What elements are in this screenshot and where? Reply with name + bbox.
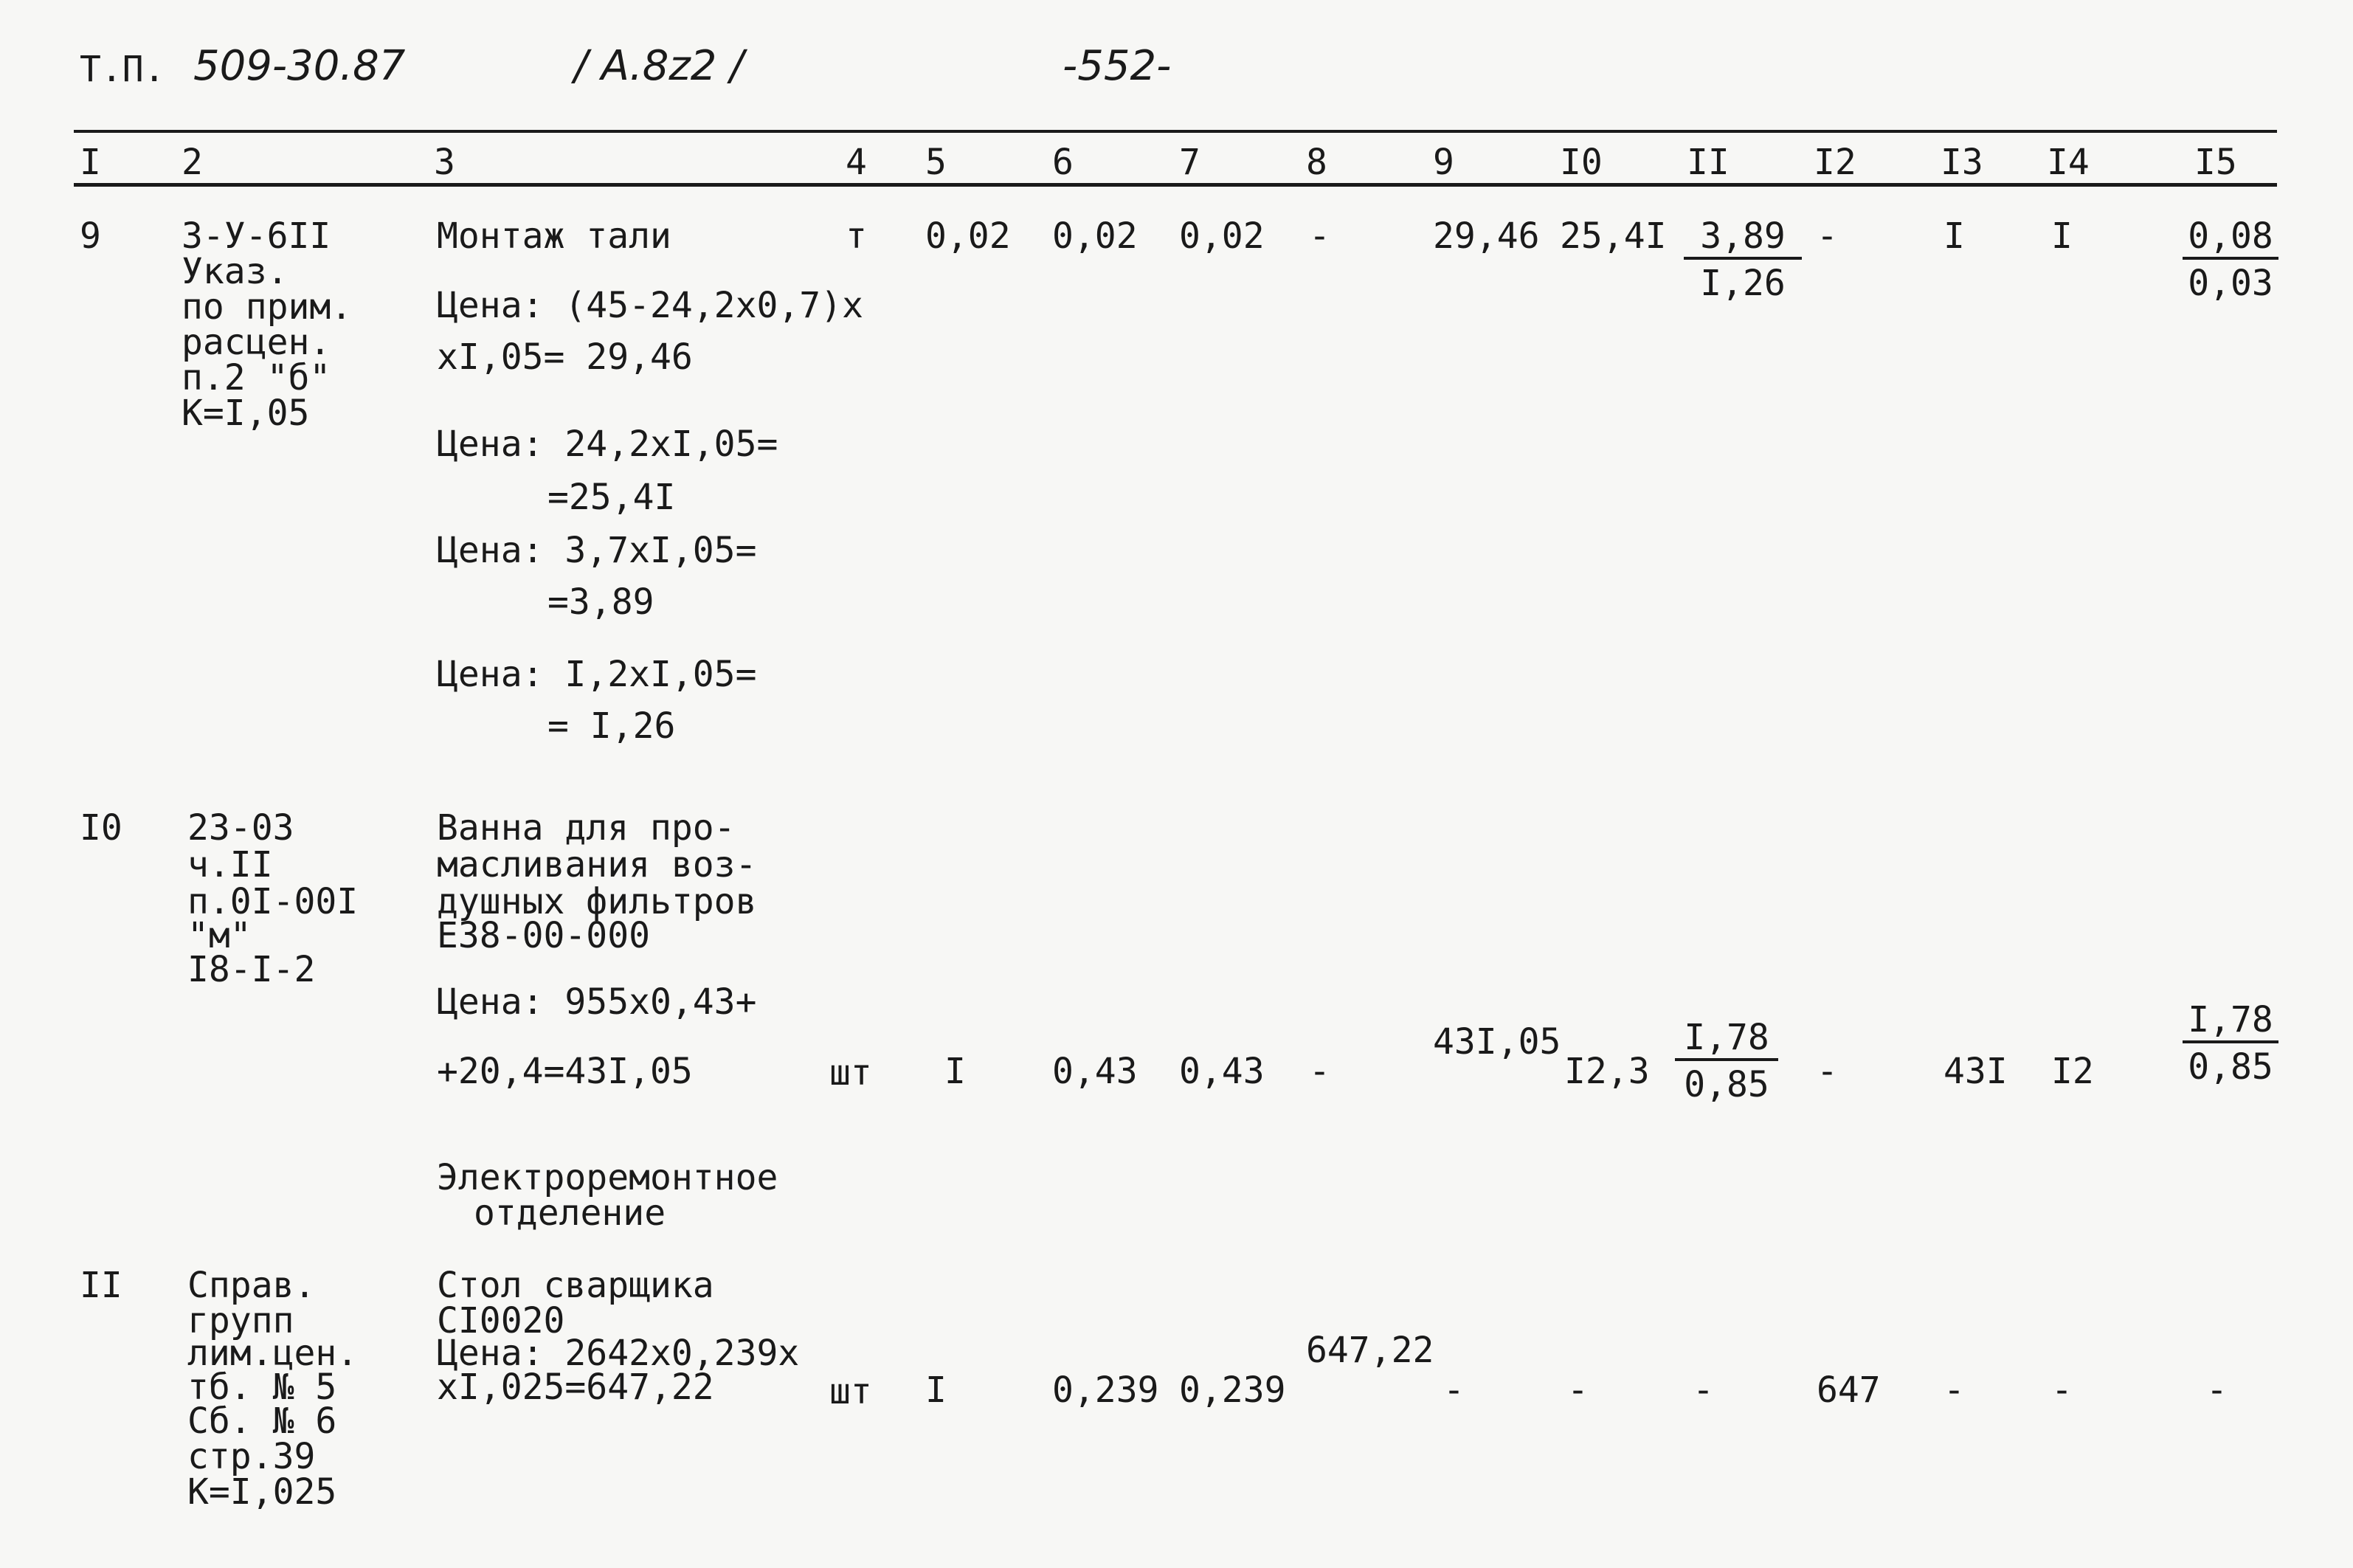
fraction-cell: [1675, 1017, 1778, 1105]
fraction-numerator: I,78: [2183, 1002, 2278, 1043]
row-number: 9: [80, 215, 101, 257]
doc-number: 509-30.87: [193, 42, 406, 90]
description-line: Цена: 2642х0,239х: [437, 1333, 800, 1374]
code-line: Справ.: [187, 1265, 316, 1306]
cell: 647,22: [1306, 1330, 1434, 1371]
fraction-denominator: 0,85: [2188, 1046, 2273, 1088]
price-line: Цена: (45-24,2х0,7)х: [437, 285, 863, 326]
column-header: I: [80, 142, 101, 183]
code-line: расцен.: [182, 322, 331, 363]
cell: I: [1943, 215, 1965, 257]
cell: 647: [1817, 1370, 1881, 1411]
fraction-denominator: 0,03: [2188, 263, 2273, 304]
description-line: СI0020: [437, 1300, 565, 1341]
cell: 0,239: [1179, 1370, 1286, 1411]
code-line: 23-03: [187, 807, 294, 849]
album-reference: / А.8z2 /: [574, 42, 744, 90]
row-number: I0: [80, 807, 122, 849]
fraction-cell: [1684, 215, 1802, 304]
column-header: 4: [846, 142, 867, 183]
cell: -: [1693, 1370, 1714, 1411]
header-bottom-rule: [74, 183, 2277, 187]
price-line: +20,4=43I,05: [437, 1051, 693, 1092]
code-line: К=I,05: [182, 393, 310, 434]
price-line: хI,05= 29,46: [437, 336, 693, 378]
code-line: тб. № 5: [187, 1367, 337, 1408]
cell: 0,43: [1052, 1051, 1138, 1092]
code-line: стр.39: [187, 1436, 316, 1477]
code-line: "м": [187, 915, 252, 956]
price-line: = I,26: [547, 705, 676, 747]
code-line: ч.II: [187, 844, 273, 885]
cell: -: [1309, 1051, 1330, 1092]
column-header: 8: [1306, 142, 1327, 183]
description-line: Стол сварщика: [437, 1265, 714, 1306]
column-header: 3: [434, 142, 455, 183]
code-line: К=I,025: [187, 1471, 337, 1513]
fraction-cell: [2183, 215, 2278, 304]
column-header: 2: [182, 142, 203, 183]
section-title: Электроремонтное: [437, 1157, 778, 1198]
cell: 29,46: [1433, 215, 1540, 257]
code-line: Указ.: [182, 251, 288, 292]
unit-cell: шт: [829, 1371, 872, 1412]
price-line: Цена: 3,7хI,05=: [437, 530, 757, 571]
code-line: п.2 "б": [182, 357, 331, 398]
code-line: лим.цен.: [187, 1333, 359, 1374]
code-line: 3-У-6II: [182, 215, 331, 257]
cell: 0,43: [1179, 1051, 1265, 1092]
fraction-numerator: 3,89: [1684, 218, 1802, 260]
price-line: Цена: I,2хI,05=: [437, 654, 757, 695]
cell: 0,02: [1052, 215, 1138, 257]
doc-prefix: Т.П.: [80, 49, 165, 90]
cell: 0,239: [1052, 1370, 1159, 1411]
column-header: I3: [1941, 142, 1983, 183]
cell: I: [925, 1370, 947, 1411]
cell: 43I: [1943, 1051, 2008, 1092]
description-title: Монтаж тали: [437, 215, 671, 257]
cell: -: [1309, 215, 1330, 257]
cell: 43I,05: [1433, 1021, 1561, 1063]
column-header: 7: [1179, 142, 1200, 183]
cell: I2: [2051, 1051, 2094, 1092]
row-number: II: [80, 1265, 122, 1306]
description-line: хI,025=647,22: [437, 1367, 714, 1408]
unit-cell: т: [846, 215, 867, 257]
fraction-denominator: 0,85: [1684, 1064, 1769, 1105]
cell: -: [1817, 215, 1838, 257]
description-line: Ванна для про-: [437, 807, 736, 849]
section-title: отделение: [474, 1192, 666, 1234]
unit-cell: шт: [829, 1052, 872, 1094]
column-header: I0: [1560, 142, 1603, 183]
cell: -: [2206, 1370, 2228, 1411]
price-line: Цена: 24,2хI,05=: [437, 424, 778, 465]
description-line: душных фильтров: [437, 881, 757, 922]
cell: -: [1567, 1370, 1589, 1411]
description-line: Е38-00-000: [437, 915, 650, 956]
code-line: п.0I-00I: [187, 881, 359, 922]
description-line: масливания воз-: [437, 844, 757, 885]
price-line: =25,4I: [547, 477, 676, 518]
fraction-numerator: 0,08: [2183, 218, 2278, 260]
fraction-denominator: I,26: [1700, 263, 1786, 304]
cell: -: [1817, 1051, 1838, 1092]
column-header: I2: [1814, 142, 1856, 183]
column-header: 6: [1052, 142, 1074, 183]
column-header: II: [1687, 142, 1730, 183]
cell: -: [2051, 1370, 2073, 1411]
code-line: Сб. № 6: [187, 1401, 337, 1442]
code-line: групп: [187, 1300, 294, 1341]
column-header: I4: [2047, 142, 2090, 183]
price-line: =3,89: [547, 581, 654, 623]
price-line: Цена: 955х0,43+: [437, 981, 757, 1023]
code-line: по прим.: [182, 286, 353, 328]
column-header: 5: [925, 142, 947, 183]
cell: -: [1443, 1370, 1465, 1411]
fraction-numerator: I,78: [1675, 1020, 1778, 1061]
column-header: I5: [2194, 142, 2237, 183]
cell: I2,3: [1564, 1051, 1650, 1092]
table-top-rule: [74, 130, 2277, 133]
fraction-cell: [2183, 999, 2278, 1088]
cell: I: [944, 1051, 966, 1092]
cell: 25,4I: [1560, 215, 1667, 257]
cell: I: [2051, 215, 2073, 257]
page-number: -552-: [1063, 42, 1172, 90]
column-header: 9: [1433, 142, 1454, 183]
cell: 0,02: [1179, 215, 1265, 257]
cell: -: [1943, 1370, 1965, 1411]
code-line: I8-I-2: [187, 949, 316, 990]
cell: 0,02: [925, 215, 1011, 257]
